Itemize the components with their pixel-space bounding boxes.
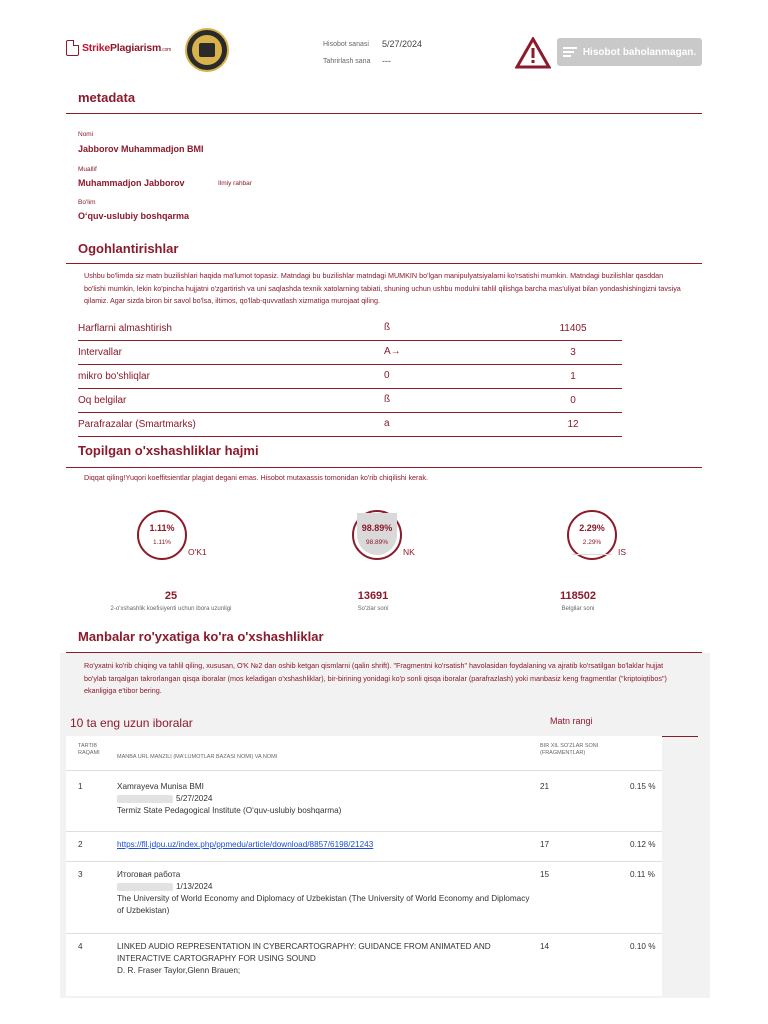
- similarity-percent: 2.29%: [579, 523, 605, 533]
- warning-count: 0: [570, 395, 576, 406]
- source-institution: Termiz State Pedagogical Institute (O‘quv-uslubiy boshqarma): [117, 806, 342, 815]
- text-color-label: Matn rangi: [550, 716, 593, 726]
- warning-name: Intervallar: [78, 347, 122, 358]
- stat-label: 2-o'xshashlik koefisiyenti uchun ibora uzunligi: [110, 606, 232, 612]
- source-date: 5/27/2024: [176, 794, 213, 803]
- supervisor-label: Ilmiy rahbar: [218, 180, 252, 187]
- similarity-title: Topilgan o'xshashliklar hajmi: [78, 443, 259, 458]
- col-order-header: TARTIB RAQAMI: [78, 743, 100, 756]
- col-words-header: BIR XIL SO'ZLAR SONI (FRAGMENTLAR): [540, 743, 599, 756]
- stat-number: 25: [164, 590, 178, 602]
- divider: [66, 113, 702, 114]
- sources-notice: Ro'yxatni ko'rib chiqing va tahlil qiling, xususan, O'K №2 dan oshib ketgan qismlarni (qalin shrift). "Fragmentni ko'rsatish" havolasidan foydalaning va ajratib ko'rsatilgan bo'laklar hujjat bo'ylab tarqalgan takrorlangan qisqa iboralar (mos keladigan o'xshashliklar), bir-birining yonidagi ko'p sonli qisqa iboralar (parafrazlash) yoki manbasiz keng fragmentlar ("kriptoiqtibos") ekanligiga e'tibor bering.: [84, 661, 667, 695]
- col-source-header: MANBA URL MANZILI (MA'LUMOTLAR BAZASI NOMI) VA NOMI: [117, 754, 278, 760]
- similarity-fill: [572, 554, 612, 555]
- similarity-percent: 0.11 %: [630, 870, 655, 879]
- warning-name: Parafrazalar (Smartmarks): [78, 419, 196, 430]
- similarity-circle: [567, 510, 617, 560]
- warning-count: 3: [570, 347, 576, 358]
- source-institution: The University of World Economy and Diplomacy of Uzbekistan (The University of World Economy and Diplomacy of Uzbekistan): [117, 894, 530, 915]
- logo-com: .com: [161, 47, 172, 53]
- department-label: Bo'lim: [78, 199, 96, 206]
- source-institution: D. R. Fraser Taylor,Glenn Brauen;: [117, 966, 241, 975]
- top-phrases-title: 10 ta eng uzun iboralar: [70, 716, 193, 730]
- source-title: Xamrayeva Munisa BMI: [117, 782, 204, 791]
- similarity-tag: IS: [618, 547, 627, 557]
- source-title: Итоговая работа: [117, 870, 181, 879]
- logo-strike: Strike: [82, 42, 110, 54]
- strikeplagiarism-logo: [66, 40, 171, 56]
- similarity-circle: [352, 510, 402, 560]
- warning-name: Harflarni almashtirish: [78, 323, 172, 334]
- source-cell: [117, 941, 532, 977]
- sources-title: Manbalar ro'yxatiga ko'ra o'xshashliklar: [78, 629, 324, 644]
- similarity-circle: [137, 510, 187, 560]
- source-cell: [117, 839, 532, 851]
- warnings-title: Ogohlantirishlar: [78, 241, 179, 256]
- similarity-percent: 0.10 %: [630, 942, 656, 951]
- source-cell: [117, 781, 532, 817]
- warning-type-icon: ß: [384, 322, 391, 333]
- document-icon: [66, 40, 79, 56]
- name-label: Nomi: [78, 131, 94, 138]
- logo-plagiarism: Plagiarism: [109, 42, 162, 54]
- report-not-evaluated-button[interactable]: [557, 38, 702, 66]
- university-seal-icon: [185, 28, 229, 72]
- divider: [66, 263, 702, 264]
- department-name: O‘quv-uslubiy boshqarma: [78, 211, 190, 221]
- warning-count: 12: [567, 419, 579, 430]
- warning-type-icon: 0: [384, 370, 390, 381]
- metadata-title: metadata: [78, 90, 136, 105]
- redacted-name: [117, 883, 173, 891]
- warning-icon: [515, 37, 551, 69]
- stat-label: Belgilar soni: [561, 606, 595, 612]
- similarity-percent: 0.15 %: [630, 782, 656, 791]
- author-label: Muallif: [78, 166, 97, 173]
- warning-row: [78, 413, 622, 437]
- similarity-percent-small: 98.89%: [365, 539, 389, 546]
- warning-row: [78, 341, 622, 365]
- similarity-percent: 98.89%: [361, 523, 393, 533]
- warning-name: Oq belgilar: [78, 395, 127, 406]
- similarity-tag: O'K1: [188, 547, 207, 557]
- divider: [66, 467, 702, 468]
- identical-words-count: 15: [540, 870, 550, 879]
- author-name: Muhammadjon Jabborov: [78, 178, 185, 188]
- similarity-fill: [357, 513, 397, 555]
- row-number: 1: [78, 782, 83, 791]
- warning-row: [78, 389, 622, 413]
- similarity-percent-small: 2.29%: [582, 539, 602, 546]
- row-divider: [66, 831, 662, 832]
- similarity-percent-small: 1.11%: [153, 539, 171, 546]
- similarity-notice: Diqqat qiling!Yuqori koeffitsientlar plagiat degani emas. Hisobot mutaxassis tomonidan ko'rib chiqilishi kerak.: [84, 473, 429, 482]
- warning-row: [78, 317, 622, 341]
- warning-type-icon: a: [384, 418, 390, 429]
- report-date-label: Hisobot sanasi: [323, 41, 369, 48]
- source-title: LINKED AUDIO REPRESENTATION IN CYBERCARTOGRAPHY: GUIDANCE FROM ANIMATED AND INTERACTIVE CARTOGRAPHY FOR USING SOUND: [117, 942, 491, 963]
- similarity-percent: 1.11%: [149, 523, 175, 533]
- row-divider: [66, 933, 662, 934]
- warning-name: mikro bo'shliqlar: [78, 371, 150, 382]
- document-name: Jabborov Muhammadjon BMI: [78, 144, 204, 154]
- warning-count: 11405: [559, 323, 587, 334]
- identical-words-count: 14: [540, 942, 550, 951]
- row-number: 3: [78, 870, 83, 879]
- stat-number: 118502: [559, 590, 597, 602]
- warnings-notice: Ushbu bo'limda siz matn buzilishlari haqida ma'lumot topasiz. Matndagi bu buzilishlar matndagi MUMKIN bo'lgan manipulyatsiyalarni ko'rsatishi mumkin. Matndagi buzilishlar qasddan bo'lishi mumkin, lekin ko'pincha hujjatni o'zgartirish va uni saqlashda texnik xatolarning tabiati, shuning uchun ushbu modulni tahlil qilishga barcha mas'uliyat bilan yondashishingizni tavsiya qilamiz. Agar sizda biron bir savol bo'lsa, iltimos, qo'llab-quvvatlash xizmatiga murojaat qiling.: [84, 271, 681, 305]
- row-divider: [66, 861, 662, 862]
- evaluate-button-label: Hisobot baholanmagan.: [582, 46, 697, 58]
- warning-type-icon: A→: [384, 346, 401, 357]
- source-date: 1/13/2024: [176, 882, 213, 891]
- identical-words-count: 17: [540, 840, 550, 849]
- similarity-percent: 0.12 %: [630, 840, 656, 849]
- source-cell: [117, 869, 532, 917]
- edit-date-label: Tahrirlash sana: [323, 58, 371, 65]
- warning-type-icon: ß: [384, 394, 391, 405]
- row-number: 4: [78, 942, 83, 951]
- identical-words-count: 21: [540, 782, 550, 791]
- stat-number: 13691: [357, 590, 389, 602]
- redacted-name: [117, 795, 173, 803]
- list-check-icon: [563, 47, 577, 57]
- stat-label: So'zlar soni: [357, 606, 389, 612]
- warning-row: [78, 365, 622, 389]
- similarity-tag: NK: [403, 547, 415, 557]
- source-link[interactable]: https://fll.jdpu.uz/index.php/ppmedu/article/download/8857/6198/21243: [117, 840, 374, 849]
- report-date: 5/27/2024: [382, 39, 423, 49]
- edit-date: ---: [382, 56, 391, 66]
- warning-count: 1: [570, 371, 576, 382]
- row-number: 2: [78, 840, 83, 849]
